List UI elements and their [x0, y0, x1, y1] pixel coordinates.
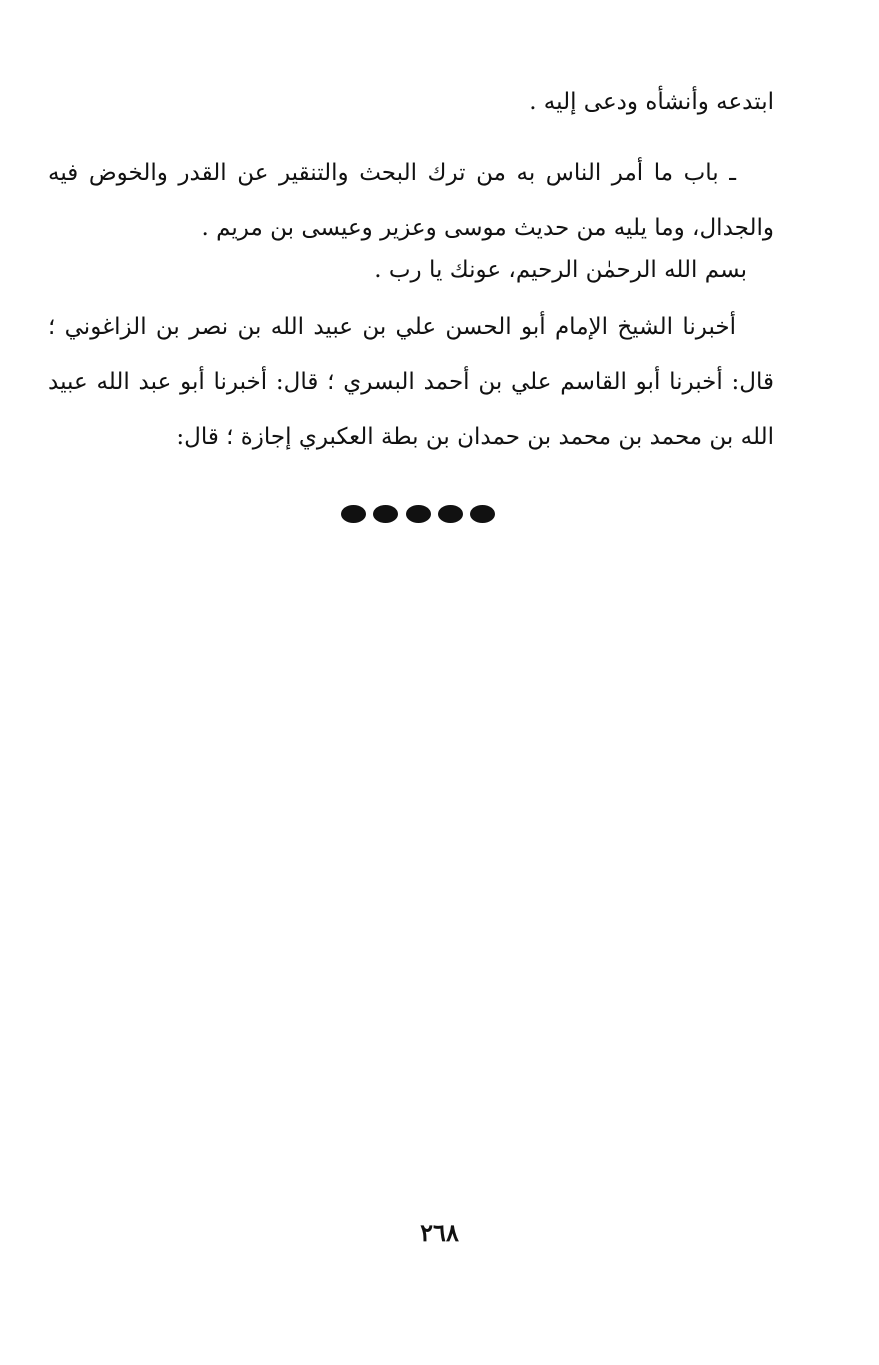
isnad-text: أخبرنا الشيخ الإمام أبو الحسن علي بن عبيد الله بن نصر بن الزاغوني ؛ قال: أخبرنا أبو القاسم علي بن أحمد البسري ؛ قال: أخبرنا أبو عبد الله عبيد الله بن محمد بن محمد بن حمدان بن بطة العكبري إجازة ؛ قال: — [48, 314, 774, 450]
opening-line: ابتدعه وأنشأه ودعى إليه . — [529, 89, 774, 115]
section-separator-dots — [341, 504, 495, 524]
separator-dot — [373, 505, 398, 523]
page-number: ٢٦٨ — [420, 1218, 459, 1247]
separator-dot — [470, 505, 495, 523]
basmala-line: بسم الله الرحمٰن الرحيم، عونك يا رب . — [374, 257, 747, 283]
separator-dot — [341, 505, 366, 523]
chapter-heading-paragraph — [48, 146, 774, 256]
isnad-paragraph — [48, 300, 774, 465]
separator-dot — [438, 505, 463, 523]
separator-dot — [406, 505, 431, 523]
chapter-heading-text: ـ باب ما أمر الناس به من ترك البحث والتنقير عن القدر والخوض فيه والجدال، وما يليه من حديث موسى وعزير وعيسى بن مريم . — [48, 160, 774, 241]
